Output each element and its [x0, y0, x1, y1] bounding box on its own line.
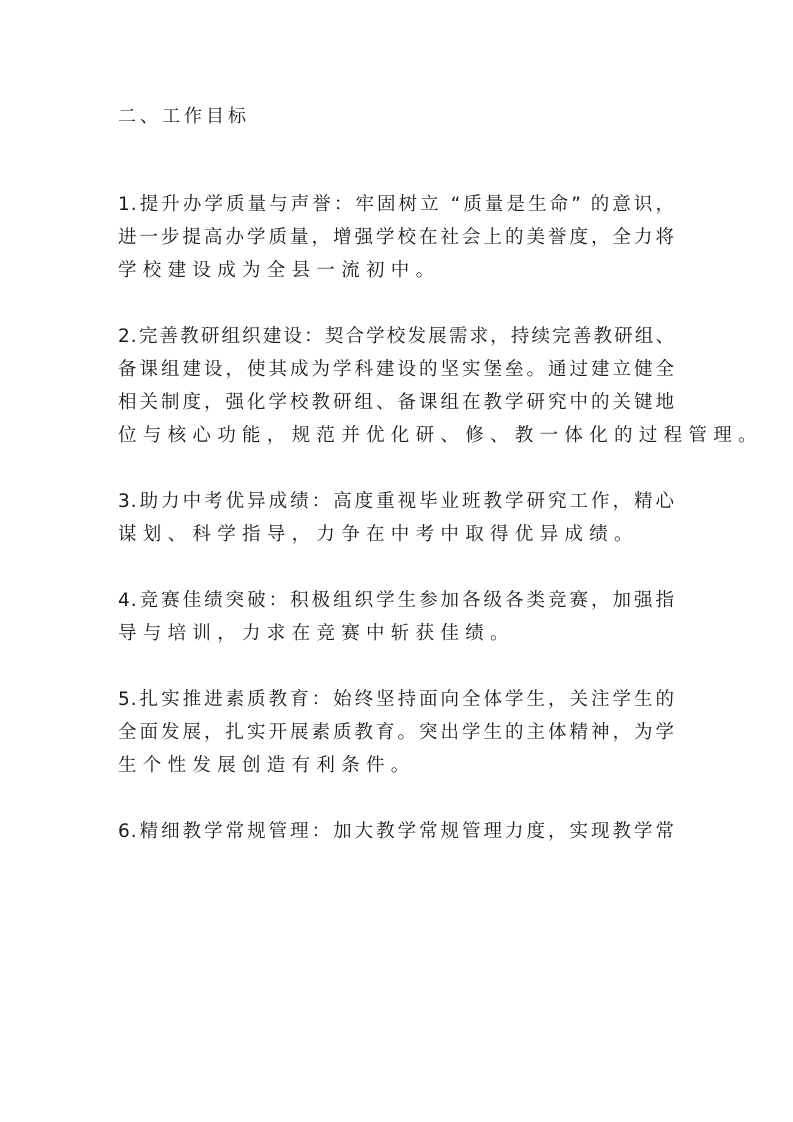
paragraph-1 — [118, 188, 675, 287]
paragraph-line: 2.完善教研组织建设：契合学校发展需求，持续完善教研组、 — [118, 326, 675, 347]
paragraph-5 — [118, 683, 675, 782]
paragraph-line: 3.助力中考优异成绩：高度重视毕业班教学研究工作，精心 — [118, 491, 675, 512]
paragraph-line: 备课组建设，使其成为学科建设的坚实堡垒。通过建立健全 — [118, 359, 675, 380]
paragraph-line: 4.竞赛佳绩突破：积极组织学生参加各级各类竞赛，加强指 — [118, 590, 675, 611]
paragraph-4 — [118, 584, 675, 650]
paragraph-line: 全面发展，扎实开展素质教育。突出学生的主体精神，为学 — [118, 722, 675, 743]
paragraph-6 — [118, 815, 675, 848]
paragraph-line: 导与培训，力求在竞赛中斩获佳绩。 — [118, 623, 515, 644]
paragraph-line: 相关制度，强化学校教研组、备课组在教学研究中的关键地 — [118, 392, 675, 413]
paragraph-line: 学校建设成为全县一流初中。 — [118, 260, 441, 281]
paragraph-line: 1.提升办学质量与声誉：牢固树立 “质量是生命” 的意识， — [118, 194, 675, 215]
paragraph-line: 进一步提高办学质量，增强学校在社会上的美誉度，全力将 — [118, 227, 675, 248]
paragraph-line: 谋划、科学指导，力争在中考中取得优异成绩。 — [118, 524, 639, 545]
paragraph-line: 6.精细教学常规管理：加大教学常规管理力度，实现教学常 — [118, 821, 675, 842]
document-body — [118, 188, 763, 881]
paragraph-line: 生个性发展创造有利条件。 — [118, 755, 416, 776]
paragraph-line: 位与核心功能，规范并优化研、修、教一体化的过程管理。 — [118, 425, 763, 446]
paragraph-3 — [118, 485, 675, 551]
paragraph-2 — [118, 320, 763, 452]
section-heading: 二、工作目标 — [118, 106, 250, 127]
paragraph-line: 5.扎实推进素质教育：始终坚持面向全体学生，关注学生的 — [118, 689, 675, 710]
